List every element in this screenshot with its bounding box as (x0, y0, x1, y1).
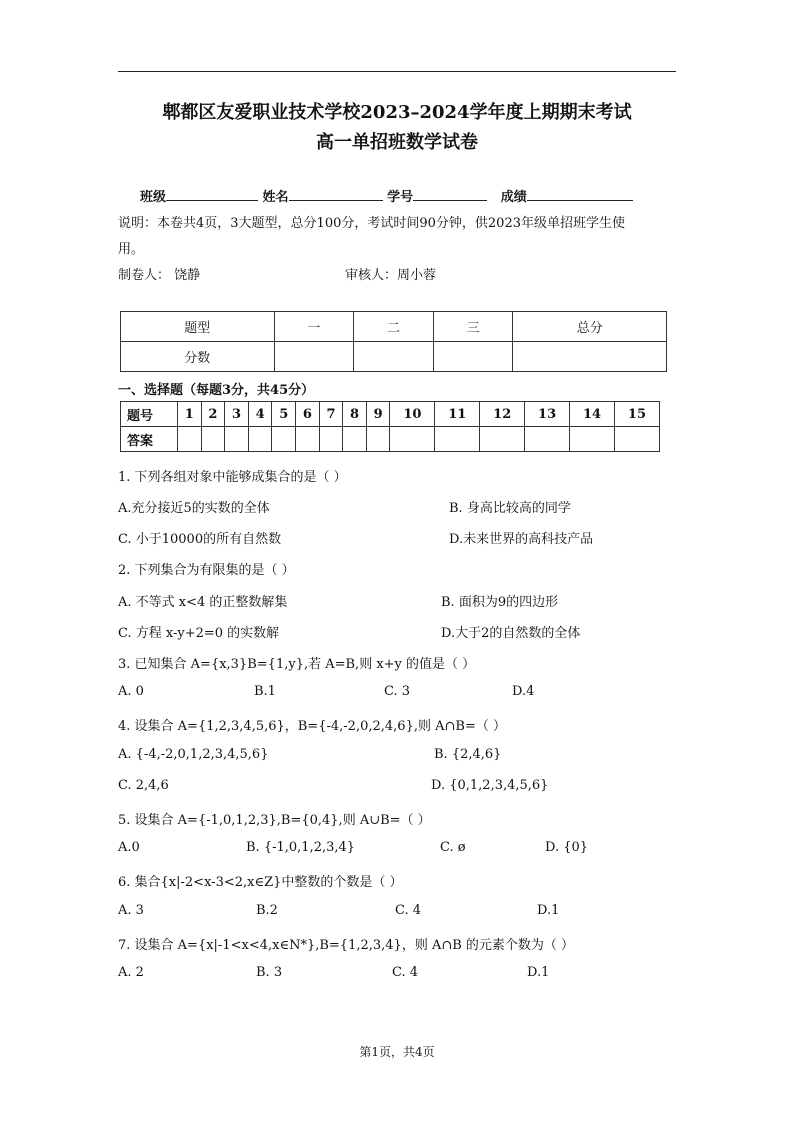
answer-header: 题号 (121, 402, 178, 427)
name-blank (289, 188, 383, 201)
score-cell: 题型 (121, 312, 275, 342)
q2-option-c: C. 方程 x-y+2=0 的实数解 (118, 626, 280, 641)
answer-cell[interactable] (201, 427, 225, 452)
question-number: 15 (614, 402, 659, 427)
reviewer-text: 审核人：周小蓉 (345, 268, 437, 283)
q7-option-d: D.1 (527, 965, 550, 980)
q4-option-c: C. 2,4,6 (118, 778, 169, 793)
page-footer: 第1页，共4页 (359, 1045, 435, 1059)
instructions-line1: 说明：本卷共4页，3大题型，总分100分，考试时间90分钟，供2023年级单招班学生使 (118, 216, 625, 231)
answer-cell[interactable] (614, 427, 659, 452)
score-table-header-row (121, 312, 667, 342)
question-number: 8 (343, 402, 367, 427)
q5-option-d: D. {0} (545, 840, 589, 855)
answer-cell[interactable] (178, 427, 202, 452)
question-number: 1 (178, 402, 202, 427)
q6-option-d: D.1 (537, 903, 560, 918)
answer-cell[interactable] (225, 427, 249, 452)
answer-cell[interactable] (272, 427, 296, 452)
question-number: 2 (201, 402, 225, 427)
instructions-line2: 用。 (118, 242, 145, 257)
score-entry[interactable] (274, 342, 354, 372)
score-cell: 二 (354, 312, 434, 342)
q7-option-a: A. 2 (118, 965, 144, 980)
q6-option-b: B.2 (256, 903, 278, 918)
question-number: 13 (525, 402, 570, 427)
score-entry[interactable] (354, 342, 434, 372)
question-3: 3. 已知集合 A={x,3}B={1,y},若 A=B,则 x+y 的值是（ ） (118, 657, 476, 672)
class-blank (166, 188, 258, 201)
class-label: 班级 (140, 190, 167, 205)
q7-option-c: C. 4 (392, 965, 419, 980)
score-cell: 分数 (121, 342, 275, 372)
q1-option-c: C. 小于10000的所有自然数 (118, 532, 282, 547)
q4-option-d: D. {0,1,2,3,4,5,6} (431, 778, 549, 793)
author-text: 制卷人： 饶静 (118, 268, 201, 283)
question-number: 12 (480, 402, 525, 427)
q3-option-d: D.4 (512, 684, 535, 699)
score-table (120, 311, 667, 372)
q5-option-c: C. ø (440, 840, 466, 855)
q6-option-c: C. 4 (395, 903, 422, 918)
score-cell: 三 (433, 312, 513, 342)
exam-subtitle: 高一单招班数学试卷 (316, 132, 478, 153)
answer-cell[interactable] (296, 427, 320, 452)
score-blank (527, 188, 633, 201)
question-number: 9 (366, 402, 390, 427)
q4-option-a: A. {-4,-2,0,1,2,3,4,5,6} (118, 747, 269, 762)
question-number: 6 (296, 402, 320, 427)
question-number: 3 (225, 402, 249, 427)
answer-cell[interactable] (248, 427, 272, 452)
question-number: 5 (272, 402, 296, 427)
student-id-label: 学号 (387, 190, 414, 205)
answer-cell[interactable] (319, 427, 343, 452)
q1-option-b: B. 身高比较高的同学 (449, 501, 571, 516)
name-label: 姓名 (262, 190, 289, 205)
question-5: 5. 设集合 A={-1,0,1,2,3},B={0,4},则 A∪B=（ ） (118, 813, 431, 828)
answer-cell[interactable] (480, 427, 525, 452)
q3-option-b: B.1 (254, 684, 276, 699)
score-label: 成绩 (500, 190, 527, 205)
student-info-row (140, 186, 633, 205)
answer-number-row (121, 402, 660, 427)
student-id-blank (413, 188, 487, 201)
question-7: 7. 设集合 A={x|-1<x<4,x∈N*},B={1,2,3,4}，则 A∩B 的元素个数为（ ） (118, 938, 575, 953)
q6-option-a: A. 3 (118, 903, 144, 918)
answer-row (121, 427, 660, 452)
question-2: 2. 下列集合为有限集的是（ ） (118, 563, 295, 578)
q5-option-a: A.0 (118, 840, 140, 855)
question-4: 4. 设集合 A={1,2,3,4,5,6}，B={-4,-2,0,2,4,6},则 A∩B=（ ） (118, 719, 506, 734)
q3-option-c: C. 3 (384, 684, 411, 699)
question-number: 14 (570, 402, 615, 427)
q5-option-b: B. {-1,0,1,2,3,4} (246, 840, 356, 855)
q1-option-d: D.未来世界的高科技产品 (449, 532, 594, 547)
q2-option-a: A. 不等式 x<4 的正整数解集 (118, 595, 288, 610)
q7-option-b: B. 3 (256, 965, 283, 980)
question-number: 7 (319, 402, 343, 427)
answer-table (120, 401, 660, 452)
header-rule (118, 71, 676, 72)
answer-cell[interactable] (390, 427, 435, 452)
score-entry[interactable] (513, 342, 667, 372)
score-cell: 一 (274, 312, 354, 342)
question-number: 4 (248, 402, 272, 427)
q1-option-a: A.充分接近5的实数的全体 (118, 501, 270, 516)
answer-label: 答案 (121, 427, 178, 452)
q2-option-d: D.大于2的自然数的全体 (441, 626, 581, 641)
q2-option-b: B. 面积为9的四边形 (441, 595, 559, 610)
question-6: 6. 集合{x|-2<x-3<2,x∈Z}中整数的个数是（ ） (118, 875, 403, 890)
score-table-value-row (121, 342, 667, 372)
question-number: 10 (390, 402, 435, 427)
question-number: 11 (435, 402, 480, 427)
score-entry[interactable] (433, 342, 513, 372)
q4-option-b: B. {2,4,6} (434, 747, 502, 762)
answer-cell[interactable] (343, 427, 367, 452)
exam-title: 郫都区友爱职业技术学校2023–2024学年度上期期末考试 (162, 102, 632, 123)
score-cell: 总分 (513, 312, 667, 342)
answer-cell[interactable] (525, 427, 570, 452)
answer-cell[interactable] (366, 427, 390, 452)
answer-cell[interactable] (570, 427, 615, 452)
question-1: 1. 下列各组对象中能够成集合的是（ ） (118, 470, 347, 485)
answer-cell[interactable] (435, 427, 480, 452)
q3-option-a: A. 0 (118, 684, 144, 699)
section1-heading: 一、选择题（每题3分，共45分） (118, 383, 315, 398)
